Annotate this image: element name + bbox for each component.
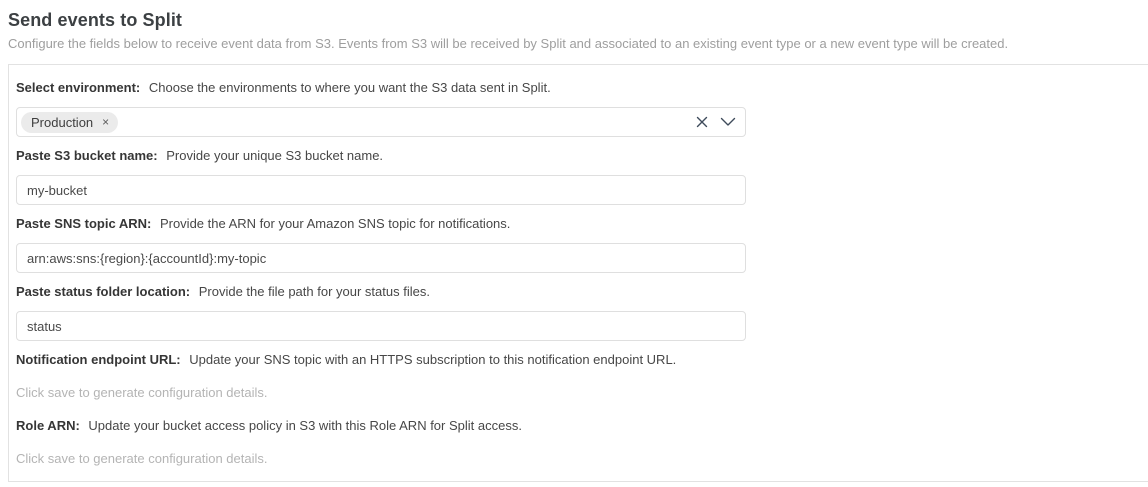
clear-selection-icon[interactable] [695,115,709,129]
role-arn-label: Role ARN: [16,418,80,433]
environment-tag-production [21,112,118,133]
environment-field-group [16,80,1141,137]
s3-bucket-description: Provide your unique S3 bucket name. [166,148,384,163]
environment-label-row [16,80,1141,96]
notification-endpoint-field-group [16,352,1141,401]
s3-bucket-label: Paste S3 bucket name: [16,148,158,163]
select-icons [695,115,736,129]
notification-endpoint-label: Notification endpoint URL: [16,352,181,367]
page-header [0,0,1148,51]
s3-bucket-input[interactable] [16,175,746,205]
role-arn-generated-text: Click save to generate configuration details. [16,451,268,466]
environment-multiselect[interactable] [16,107,746,137]
environment-description: Choose the environments to where you want the S3 data sent in Split. [148,80,551,95]
notification-endpoint-label-row [16,352,1141,368]
notification-endpoint-generated-text: Click save to generate configuration details. [16,385,268,400]
role-arn-label-row [16,418,1141,434]
role-arn-field-group [16,418,1141,467]
status-folder-input[interactable] [16,311,746,341]
environment-tag-label: Production [31,114,94,130]
sns-topic-label: Paste SNS topic ARN: [16,216,152,231]
s3-bucket-field-group [16,148,1141,205]
status-folder-label: Paste status folder location: [16,284,191,299]
notification-endpoint-description: Update your SNS topic with an HTTPS subscription to this notification endpoint URL. [189,352,677,367]
page-title: Send events to Split [8,10,183,30]
sns-topic-label-row [16,216,1141,232]
status-folder-description: Provide the file path for your status files. [198,284,430,299]
s3-bucket-label-row [16,148,1141,164]
chevron-down-icon[interactable] [720,117,736,127]
configuration-panel [8,64,1148,482]
sns-topic-field-group [16,216,1141,273]
environment-label: Select environment: [16,80,141,95]
status-folder-field-group [16,284,1141,341]
sns-topic-arn-input[interactable] [16,243,746,273]
tag-remove-icon[interactable]: × [102,115,110,129]
page-subtitle: Configure the fields below to receive event data from S3. Events from S3 will be received by Split and associated to an existing event type or a new event type will be created. [8,36,1009,51]
status-folder-label-row [16,284,1141,300]
sns-topic-description: Provide the ARN for your Amazon SNS topic for notifications. [159,216,511,231]
role-arn-description: Update your bucket access policy in S3 with this Role ARN for Split access. [88,418,522,433]
